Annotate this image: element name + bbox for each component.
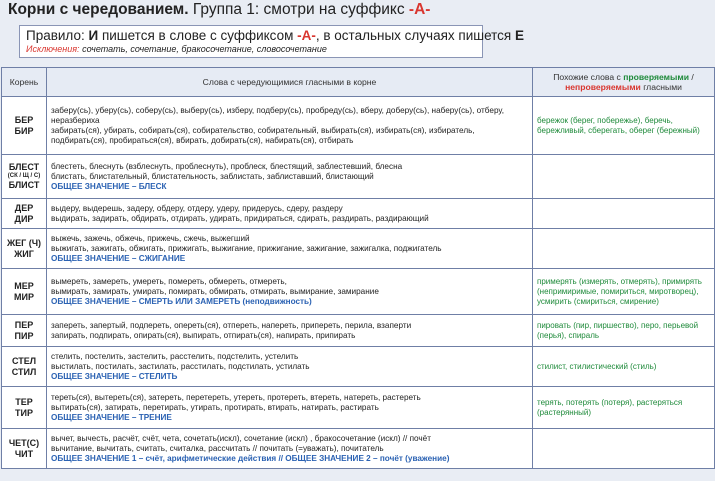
root-cell (2, 269, 47, 315)
root-e: БЛЕСТ (8, 162, 40, 172)
table-row (2, 387, 715, 429)
words-cell (47, 315, 533, 347)
words-cell (47, 269, 533, 315)
root-cell (2, 229, 47, 269)
words-line: вычет, вычесть, расчёт, счёт, чета, сочетать(искл), сочетание (искл) , бракосочетание (искл) // почёт (51, 433, 431, 443)
general-meaning: ОБЩЕЕ ЗНАЧЕНИЕ – СЖИГАНИЕ (51, 253, 186, 263)
exceptions-list: сочетать, сочетание, бракосочетание, словосочетание (82, 44, 327, 54)
root-e: ПЕР (14, 319, 34, 330)
table-row (2, 199, 715, 229)
rule-text (26, 28, 524, 43)
words-cell (47, 429, 533, 469)
words-line: вымереть, замереть, умереть, помереть, обмереть, отмереть, (51, 276, 287, 286)
root-i: БЛИСТ (8, 180, 40, 190)
words-cell (47, 97, 533, 155)
rule-prefix: Правило: (26, 28, 89, 43)
similar-cell (533, 229, 715, 269)
rule-exceptions (26, 44, 476, 54)
table-row (2, 155, 715, 199)
words-cell (47, 347, 533, 387)
title-rest: Группа 1: смотри на суффикс (188, 1, 409, 18)
rule-letter-i: И (88, 28, 99, 43)
table-row (2, 97, 715, 155)
root-note: (СК / Щ / С) (7, 173, 41, 179)
header-similar-e: гласными (640, 82, 682, 92)
root-cell (2, 97, 47, 155)
root-e: ДЕР (14, 202, 34, 213)
words-line: вычитание, вычитать, считать, считалка, рассчитать // почитать (=уважать), почитатель (51, 443, 384, 453)
words-line: выдеру, выдерешь, задеру, обдеру, отдеру, удеру, придерусь, сдеру, раздеру (51, 203, 343, 213)
title-bold: Корни с чередованием. (8, 1, 189, 18)
table-row (2, 347, 715, 387)
rule-box (19, 25, 524, 58)
similar-cell: терять, потерять (потеря), растеряться (растерянный) (533, 387, 715, 429)
similar-cell: бережок (берег, побережье), беречь, бережливый, сберегать, оберег (бережный) (533, 97, 715, 155)
rule-suffix: -А- (297, 28, 316, 43)
similar-cell (533, 155, 715, 199)
table-row (2, 429, 715, 469)
general-meaning: ОБЩЕЕ ЗНАЧЕНИЕ – СМЕРТЬ ИЛИ ЗАМЕРЕТЬ (неподвижность) (51, 296, 312, 306)
header-words: Слова с чередующимися гласными в корне (47, 68, 533, 97)
title-accent: -А- (408, 1, 431, 18)
rule-else: , в остальных случаях пишется (315, 28, 515, 43)
root-e: СТЕЛ (11, 355, 37, 366)
header-similar-uncheckable: непроверяемыми (565, 82, 641, 92)
exceptions-label: Исключения: (26, 44, 83, 54)
words-line: блестеть, блеснуть (взблеснуть, проблеснуть), проблеск, блестящий, заблестевший, блесна (51, 161, 403, 171)
rule-mid: пишется в слове с суффиксом (98, 28, 298, 43)
root-cell (2, 315, 47, 347)
root-i: МИР (14, 291, 34, 302)
root-i: ЧИТ (14, 448, 34, 459)
root-i: БИР (14, 125, 34, 136)
page-title (8, 1, 430, 19)
words-line: подбирать(ся), пробираться(ся), вбирать, добирать(ся), набирать(ся), отбирать (51, 135, 354, 145)
similar-cell: пировать (пир, пиршество), перо, перьевой (перья), спираль (533, 315, 715, 347)
table-row (2, 315, 715, 347)
general-meaning: ОБЩЕЕ ЗНАЧЕНИЕ 1 – счёт, арифметические действия // ОБЩЕЕ ЗНАЧЕНИЕ 2 – почёт (уважение) (51, 453, 450, 463)
words-line: выстилать, постилать, застилать, расстилать, подстилать, устилать (51, 361, 310, 371)
root-i: ТИР (15, 407, 33, 418)
root-e: БЕР (14, 114, 34, 125)
header-similar-a: Похожие слова с (553, 72, 624, 82)
root-i: СТИЛ (11, 366, 37, 377)
words-cell (47, 199, 533, 229)
root-i: ПИР (14, 330, 34, 341)
header-similar-sep: / (688, 72, 694, 82)
words-line: запирать, подпирать, опирать(ся), выпирать, отпирать(ся), напирать, припирать (51, 330, 356, 340)
words-line: стелить, постелить, застелить, расстелить, подстелить, устелить (51, 351, 299, 361)
general-meaning: ОБЩЕЕ ЗНАЧЕНИЕ – БЛЕСК (51, 181, 167, 191)
similar-cell: стилист, стилистический (стиль) (533, 347, 715, 387)
similar-cell (533, 199, 715, 229)
words-line: заберу(сь), уберу(сь), соберу(сь), выберу(сь), изберу, подберу(сь), пробреду(сь), вберу, доберу(сь), наберу(сь), отберу, неразбериха (51, 105, 504, 125)
root-cell (2, 155, 47, 199)
words-line: тереть(ся), вытереть(ся), затереть, перетереть, утереть, протереть, втереть, натереть, растереть (51, 392, 421, 402)
general-meaning: ОБЩЕЕ ЗНАЧЕНИЕ – ТРЕНИЕ (51, 412, 172, 422)
words-cell (47, 155, 533, 199)
root-i: ЖИГ (14, 248, 34, 259)
roots-table (1, 67, 715, 469)
header-root: Корень (2, 68, 47, 97)
root-e: МЕР (14, 280, 34, 291)
similar-cell: примерять (измерять, отмерять), примирять (непримиримые, помириться, миротворец), усмирить (смириться, смирение) (533, 269, 715, 315)
rule-letter-e: Е (514, 28, 524, 43)
general-meaning: ОБЩЕЕ ЗНАЧЕНИЕ – СТЕЛИТЬ (51, 371, 178, 381)
table-header-row (2, 68, 715, 97)
words-line: выжечь, зажечь, обжечь, прижечь, сжечь, выжегший (51, 233, 250, 243)
words-line: запереть, запертый, подпереть, опереть(ся), отпереть, напереть, припереть, перила, взаперти (51, 320, 412, 330)
root-cell (2, 199, 47, 229)
similar-cell (533, 429, 715, 469)
root-cell (2, 347, 47, 387)
words-line: выжигать, зажигать, обжигать, прижигать, выжигание, прижигание, зажигание, зажигалка, поджигатель (51, 243, 442, 253)
words-cell (47, 387, 533, 429)
root-cell (2, 429, 47, 469)
words-line: вымирать, замирать, умирать, помирать, обмирать, отмирать, вымирание, замирание (51, 286, 379, 296)
root-e: ЧЕТ(С) (8, 437, 40, 448)
header-similar-checkable: проверяемыми (623, 72, 689, 82)
header-similar (533, 68, 715, 97)
words-line: выдирать, задирать, обдирать, отдирать, удирать, придираться, сдирать, раздирать, раздирающий (51, 213, 429, 223)
root-cell (2, 387, 47, 429)
root-e: ЖЕГ (Ч) (6, 237, 42, 248)
table-row (2, 269, 715, 315)
root-i: ДИР (14, 213, 34, 224)
table-row (2, 229, 715, 269)
root-e: ТЕР (15, 396, 33, 407)
words-cell (47, 229, 533, 269)
words-line: вытирать(ся), затирать, перетирать, утирать, протирать, втирать, натирать, растирать (51, 402, 379, 412)
words-line: забирать(ся), убирать, собирать(ся), собирательство, собирательный, выбирать(ся), избирать(ся), избиратель, (51, 125, 475, 135)
words-line: блистать, блистательный, блистательность, заблистать, заблиставший, блистающий (51, 171, 374, 181)
